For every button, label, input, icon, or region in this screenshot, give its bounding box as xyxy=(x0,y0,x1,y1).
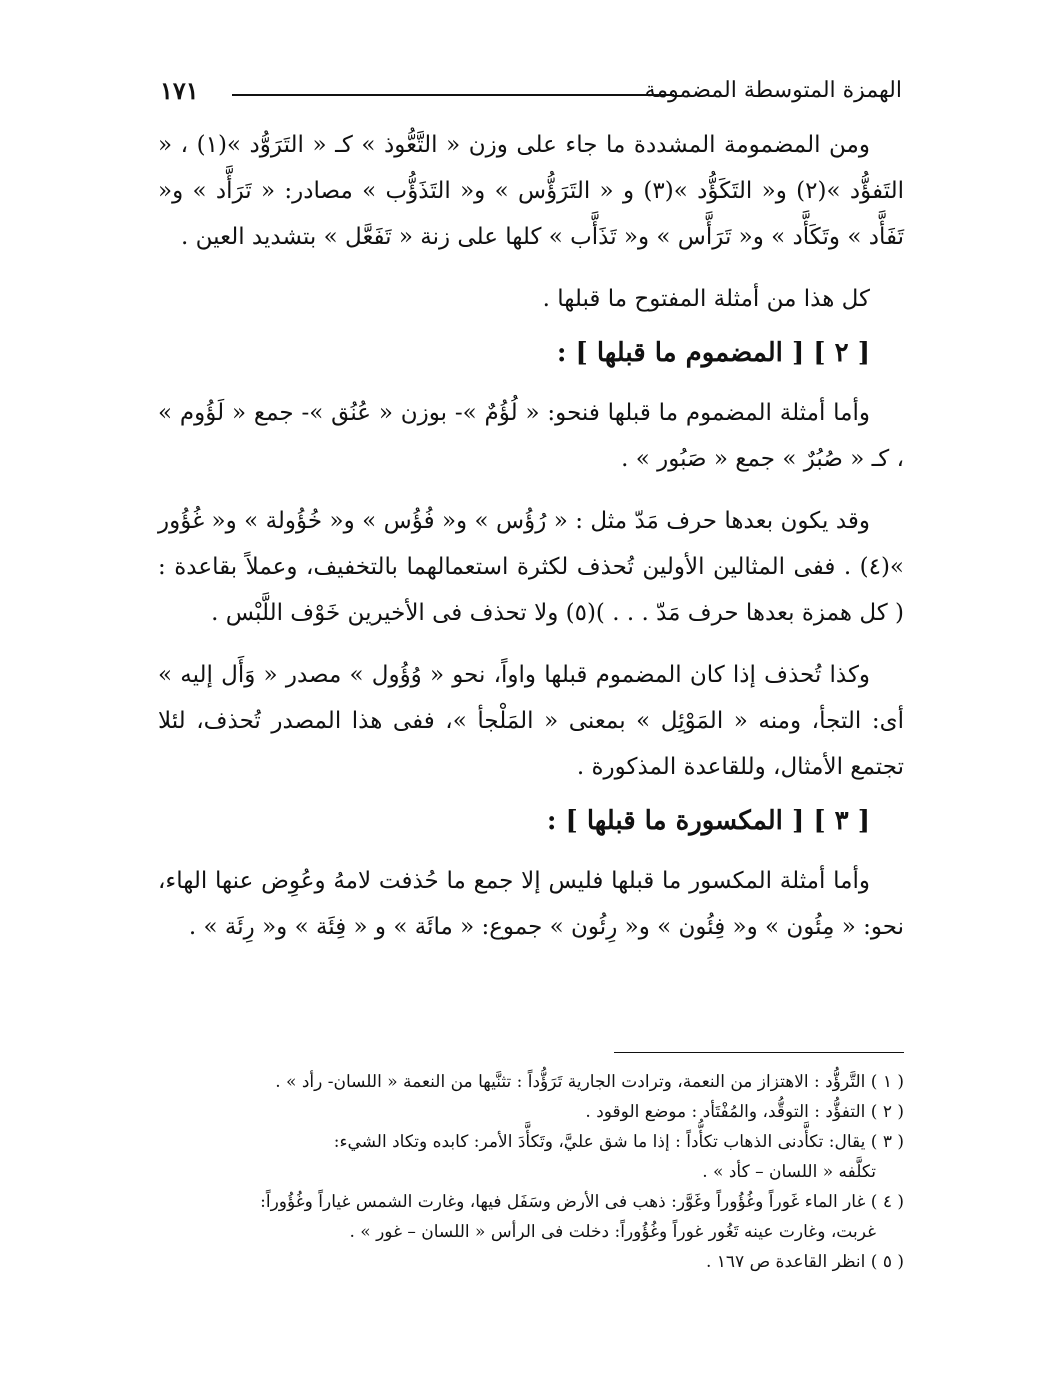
footnote-4-line-2: غربت، وغارت عينه تَغُور غوراً وغُؤُوراً: دخلت فى الرأس « اللسان – غور » . xyxy=(349,1222,876,1242)
main-text xyxy=(158,122,904,950)
footnote-2: ( ٢ ) التفؤُّد : التوقُّد، والمُفْتَأد : موضع الوقود . xyxy=(585,1102,904,1122)
running-header xyxy=(160,74,902,114)
running-title: الهمزة المتوسطة المضمومة xyxy=(644,78,902,103)
paragraph-5: وكذا تُحذف إذا كان المضموم قبلها واواً، نحو « وُؤُول » مصدر « وَأَل إليه » أى: التجأ، ومنه « المَوْئِل » بمعنى « المَلْجأ »، ففى هذا المصدر تُحذف، لئلا تجتمع الأمثال، وللقاعدة المذكورة . xyxy=(158,662,904,780)
paragraph-6: وأما أمثلة المكسور ما قبلها فليس إلا جمع ما حُذفت لامهُ وعُوِض عنها الهاء، نحو: « مِئُون » و« فِئُون » و« رِئُون » جموع: « مائَة » و « فِئَة » و« رِئَة » . xyxy=(158,868,904,940)
footnote-4 xyxy=(158,1187,904,1247)
footnote-3 xyxy=(158,1127,904,1187)
paragraph-4: وقد يكون بعدها حرف مَدّ مثل : « رُؤُس » و« فُؤُس » و« خُؤُولة » و« غُؤُور »(٤) . ففى المثالين الأولين تُحذف لكثرة استعمالهما بالتخفيف، وعملاً بقاعدة : ( كل همزة بعدها حرف مَدّ . . . )(٥) ولا تحذف فى الأخيرين خَوْف اللَّبْس . xyxy=(158,508,904,626)
section-heading-2: [ ٢ ] [ المضموم ما قبلها ] : xyxy=(556,338,870,368)
footnote-4-line-1: ( ٤ ) غار الماء غَوراً وغُؤُوراً وغَوَّر: ذهب فى الأرض وسَفَل فيها، وغارت الشمس غياراً وغُؤُوراً: xyxy=(260,1192,904,1212)
paragraph-1: ومن المضمومة المشددة ما جاء على وزن « التَّعُّوذ » كـ « التَرَوُّد »(١) ، « التَفؤُّد »(٢) و« التَكَؤُّد »(٣) و « التَرَؤُّس » و« التَذَؤُّب » مصادر: « تَرَأَّد » و« تَفَأَّد » وتَكَأَّد » و« تَرَأَّس » و« تَذَأَّب » كلها على زنة « تَفَعَّل » بتشديد العين . xyxy=(158,132,905,250)
section-heading-3: [ ٣ ] [ المكسورة ما قبلها ] : xyxy=(546,806,870,836)
footnote-1: ( ١ ) التَّرؤُّد : الاهتزاز من النعمة، وترادت الجارية تَرَؤُّداً : تثنَّيها من النعمة « اللسان- رأد » . xyxy=(275,1072,904,1092)
footnote-5: ( ٥ ) انظر القاعدة ص ١٦٧ . xyxy=(705,1252,904,1272)
paragraph-2: كل هذا من أمثلة المفتوح ما قبلها . xyxy=(542,286,870,312)
footnote-3-line-2: تكلَّفه « اللسان – كأد » . xyxy=(702,1162,876,1182)
page-number: ١٧١ xyxy=(160,76,199,105)
footnote-rule xyxy=(614,1052,904,1053)
footnotes xyxy=(158,1052,904,1277)
paragraph-3: وأما أمثلة المضموم ما قبلها فنحو: « لُؤُمٌ »- بوزن « عُنُق »- جمع « لَؤُوم » ، كـ « صُبُرٌ » جمع « صَبُور » . xyxy=(158,400,904,472)
header-rule xyxy=(232,94,674,96)
footnote-3-line-1: ( ٣ ) يقال: تكأَّدنى الذهاب تكأُّداً : إذا ما شق عليَّ، وتَكأَّدَ الأمر: كابده وتكاد الشيء: xyxy=(333,1132,904,1152)
